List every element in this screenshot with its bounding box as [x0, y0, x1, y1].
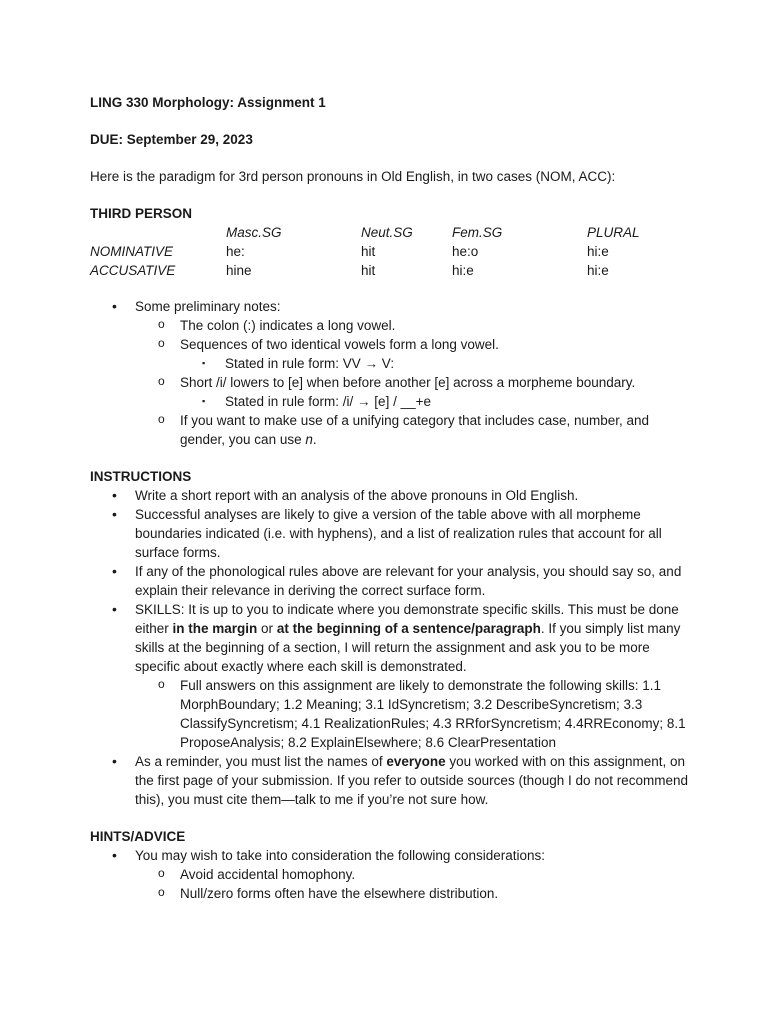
list-item: o The colon (:) indicates a long vowel. [135, 316, 690, 335]
table-cell: he: [226, 244, 245, 259]
list-item: • Write a short report with an analysis of the above pronouns in Old English. [90, 486, 690, 505]
instruction-text: As a reminder, you must list the names of [135, 754, 387, 769]
column-header: PLURAL [587, 225, 640, 240]
instruction-text: or [257, 621, 277, 636]
notes-lead: Some preliminary notes: [135, 299, 281, 314]
intro-paragraph: Here is the paradigm for 3rd person pronouns in Old English, in two cases (NOM, ACC): [90, 169, 616, 184]
paradigm-corner-cell [90, 223, 226, 242]
emphasis-text: at the beginning of a sentence/paragraph [276, 621, 541, 636]
table-cell: hit [361, 244, 376, 259]
document-title: LING 330 Morphology: Assignment 1 [90, 95, 326, 110]
notes-sublist [135, 316, 690, 449]
hints-lead: You may wish to take into consideration the following considerations: [135, 848, 545, 863]
column-header: Masc.SG [226, 225, 282, 240]
table-row [90, 242, 667, 261]
list-item: o Full answers on this assignment are likely to demonstrate the following skills: 1.1 MorphBoundary; 1.2 Meaning; 3.1 IdSyncretism; 3.2 DescribeSyncretism; 3.3 ClassifySyncretism; 4.1 RealizationRules; 4.3 RRforSyncretism; 4.4RREconomy; 8.1 ProposeAnalysis; 8.2 ExplainElsewhere; 8.6 ClearPresentation [135, 676, 690, 752]
list-item [135, 335, 690, 373]
instruction-text: you worked with on this assignment, on the first page of your submission. If you refer to outside sources (though I do not recommend this), you must cite them—talk to me if you’re not sure how. [135, 754, 689, 807]
emphasis-text: in the margin [172, 621, 258, 636]
list-item [135, 411, 690, 449]
column-header: Fem.SG [452, 225, 503, 240]
rule-item: ▪ Stated in rule form: /i/ → [e] / __+e [180, 392, 690, 411]
hints-heading: HINTS/ADVICE [90, 829, 186, 844]
instructions-list [90, 486, 690, 809]
rule-sublist [180, 354, 690, 373]
list-item: o Null/zero forms often have the elsewhere distribution. [135, 884, 690, 903]
paradigm-heading: THIRD PERSON [90, 206, 193, 221]
list-item [90, 297, 690, 449]
rule-sublist [180, 392, 690, 411]
row-label: NOMINATIVE [90, 244, 174, 259]
list-item: • If any of the phonological rules above are relevant for your analysis, you should say so, and explain their relevance in deriving the correct surface form. [90, 562, 690, 600]
list-item [90, 600, 690, 752]
column-header: Neut.SG [361, 225, 413, 240]
hints-sublist [135, 865, 690, 903]
category-variable: n [305, 432, 313, 447]
skills-sublist [135, 676, 690, 752]
table-cell: hit [361, 263, 376, 278]
note-text: . [312, 432, 317, 447]
due-date: DUE: September 29, 2023 [90, 132, 253, 147]
instruction-text: SKILLS: It is up to you to indicate where you demonstrate specific skills. This must be done either [135, 602, 679, 636]
note-text: If you want to make use of a unifying category that includes case, number, and gender, you can use [180, 413, 650, 447]
table-cell: hine [226, 263, 252, 278]
paradigm-table [90, 223, 667, 280]
instructions-heading: INSTRUCTIONS [90, 469, 192, 484]
note-text: Short /i/ lowers to [e] when before another [e] across a morpheme boundary. [180, 375, 636, 390]
rule-item: ▪ Stated in rule form: VV → V: [180, 354, 690, 373]
document-page [90, 93, 690, 903]
table-row [90, 261, 667, 280]
hints-list [90, 846, 690, 903]
notes-list [90, 297, 690, 449]
list-item [90, 752, 690, 809]
table-cell: he:o [452, 244, 479, 259]
list-item [90, 846, 690, 903]
paradigm-header-row [90, 223, 667, 242]
list-item: o Avoid accidental homophony. [135, 865, 690, 884]
emphasis-text: everyone [386, 754, 446, 769]
list-item: • Successful analyses are likely to give a version of the table above with all morpheme boundaries indicated (i.e. with hyphens), and a list of realization rules that account for all surface forms. [90, 505, 690, 562]
table-cell: hi:e [452, 263, 474, 278]
note-text: Sequences of two identical vowels form a long vowel. [180, 337, 499, 352]
row-label: ACCUSATIVE [90, 263, 176, 278]
instruction-text: . If you simply list many skills at the beginning of a section, I will return the assignment and ask you to be more specific about exactly where each skill is demonstrated. [135, 621, 681, 674]
table-cell: hi:e [587, 263, 609, 278]
list-item [135, 373, 690, 411]
table-cell: hi:e [587, 244, 609, 259]
